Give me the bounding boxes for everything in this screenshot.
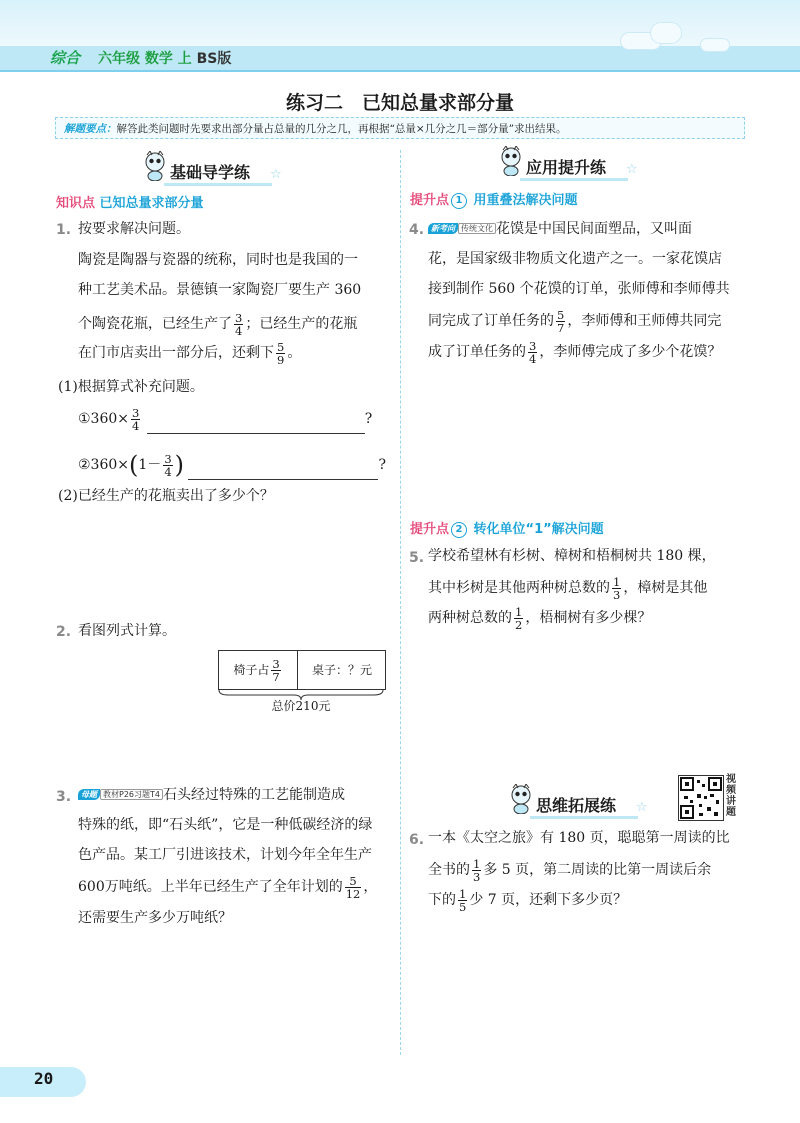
page-number: 20 <box>34 1069 54 1088</box>
star-icon: ☆ <box>636 800 648 815</box>
formula-line: ①360× $\frac{3}{4}$ ? <box>78 405 373 433</box>
formula-line: ②360×(1－ $\frac{3}{4}$ ) ? <box>78 451 386 479</box>
source-tag: 母题 教材P26习题T4 <box>78 780 163 810</box>
fraction: $\frac{5}{9}$ <box>277 339 285 367</box>
knowledge-point: 知识点 已知总量求部分量 <box>56 196 204 211</box>
price-diagram <box>218 650 386 690</box>
question-number: 3. <box>56 789 72 805</box>
question-text: 同完成了订单任务的 $\frac{5}{7}$ ，李师傅和王师傅共同完 <box>428 307 722 335</box>
question-prompt: 按要求解决问题。 <box>78 221 190 237</box>
improvement-point: 提升点 1 用重叠法解决问题 <box>410 193 578 208</box>
answer-blank[interactable] <box>147 433 365 434</box>
edition-label: BS版 <box>196 51 232 67</box>
question-number: 4. <box>409 222 425 238</box>
source-tag: 新考向 传统文化 <box>428 214 496 244</box>
total-price: 总价210元 <box>271 699 331 713</box>
section-title: 思维拓展练 <box>536 796 617 815</box>
page-title: 练习二 已知总量求部分量 <box>285 92 514 114</box>
question-text: 学校希望林有杉树、樟树和梧桐树共 180 棵， <box>428 548 716 564</box>
sub-question: (2)已经生产的花瓶卖出了多少个？ <box>58 488 274 504</box>
question-text: 一本《太空之旅》有 180 页，聪聪第一周读的比 <box>428 830 730 846</box>
fraction: $\frac{3}{4}$ <box>235 310 243 338</box>
question-prompt: 看图列式计算。 <box>78 623 176 639</box>
question-text: 种工艺美术品。景德镇一家陶瓷厂要生产 360 <box>78 282 362 298</box>
question-text: 在门市店卖出一部分后，还剩下 $\frac{5}{9}$ 。 <box>78 339 302 367</box>
question-number: 2. <box>56 624 72 640</box>
section-thinking <box>508 790 658 820</box>
brand-logo: 综合 <box>50 49 81 67</box>
section-basic <box>142 157 292 187</box>
question-text: 接到制作 560 个花馍的订单，张师傅和李师傅共 <box>428 281 730 297</box>
question-text: 母题 教材P26习题T4 石头经过特殊的工艺能制造成 <box>78 780 345 810</box>
star-icon: ☆ <box>626 162 638 177</box>
sub-question: (1)根据算式补充问题。 <box>58 379 204 395</box>
question-text: 个陶瓷花瓶，已经生产了 $\frac{3}{4}$ ；已经生产的花瓶 <box>78 310 358 338</box>
question-text: 600万吨纸。上半年已经生产了全年计划的 $\frac{5}{12}$ ， <box>78 873 378 901</box>
question-text: 成了订单任务的 $\frac{3}{4}$ ，李师傅完成了多少个花馍？ <box>428 338 722 366</box>
section-applied <box>498 152 648 182</box>
table-cell: 桌子：？元 <box>311 663 372 677</box>
column-divider <box>400 150 401 1055</box>
section-title: 应用提升练 <box>526 158 607 177</box>
question-text: 新考向 传统文化 花馍是中国民间面塑品，又叫面 <box>428 214 692 244</box>
question-text: 色产品。某工厂引进该技术，计划今年全年生产 <box>78 847 372 863</box>
improvement-point: 提升点 2 转化单位“1”解决问题 <box>410 522 604 537</box>
grade-label: 六年级 数学 上 BS版 <box>98 51 232 67</box>
question-text: 特殊的纸，即“石头纸”，它是一种低碳经济的绿 <box>78 817 373 833</box>
question-text: 陶瓷是陶器与瓷器的统称，同时也是我国的一 <box>78 252 358 268</box>
question-text: 全书的 $\frac{1}{3}$ 多 5 页，第二周读的比第一周读后余 <box>428 856 712 884</box>
answer-blank[interactable] <box>188 479 378 480</box>
tip-label: 解题要点： <box>64 123 117 135</box>
qr-code-icon[interactable] <box>678 775 724 821</box>
question-text: 两种树总数的 $\frac{1}{2}$ ，梧桐树有多少棵？ <box>428 604 652 632</box>
question-text: 其中杉树是其他两种树总数的 $\frac{1}{3}$ ，樟树是其他 <box>428 574 708 602</box>
tip-box <box>55 117 745 139</box>
qr-label: 视频讲题 <box>726 774 736 818</box>
tip-text: 解答此类问题时先要求出部分量占总量的几分之几，再根据“总量×几分之几＝部分量”求出结果。 <box>116 123 567 135</box>
star-icon: ☆ <box>270 167 282 182</box>
question-text: 下的 $\frac{1}{5}$ 少 7 页，还剩下多少页？ <box>428 886 628 914</box>
question-text: 花，是国家级非物质文化遗产之一。一家花馍店 <box>428 251 722 267</box>
section-title: 基础导学练 <box>170 163 251 182</box>
chair-cell: 椅子占 $\frac{3}{7}$ <box>219 651 298 689</box>
cloud-icon <box>700 38 730 52</box>
question-number: 6. <box>409 832 425 848</box>
question-number: 5. <box>409 550 425 566</box>
question-number: 1. <box>56 222 72 238</box>
cloud-icon <box>650 22 682 44</box>
question-text: 还需要生产多少万吨纸？ <box>78 910 232 926</box>
